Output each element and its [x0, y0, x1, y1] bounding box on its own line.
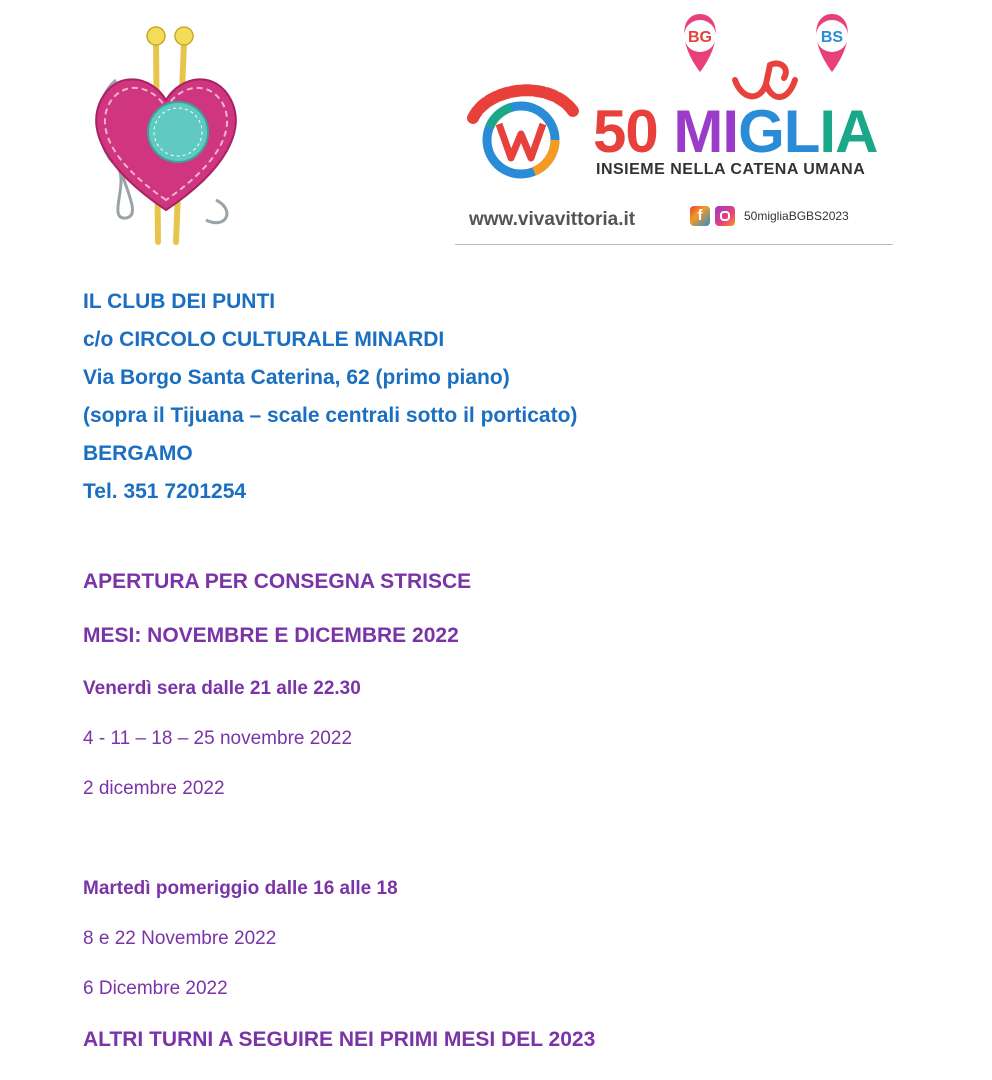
location-pins-icon	[680, 10, 895, 105]
tuesday-dates-december: 6 Dicembre 2022	[83, 978, 228, 999]
brand-header	[455, 10, 895, 250]
address-club-name: IL CLUB DEI PUNTI	[83, 290, 276, 313]
tuesday-dates: 8 e 22 Novembre 2022	[83, 928, 277, 949]
friday-dates-december: 2 dicembre 2022	[83, 778, 225, 799]
address-street: Via Borgo Santa Caterina, 62 (primo piano)	[83, 366, 510, 389]
instagram-icon[interactable]	[715, 206, 735, 226]
friday-dates: 4 - 11 – 18 – 25 novembre 2022	[83, 728, 353, 749]
fifty-miglia-tagline: INSIEME NELLA CATENA UMANA	[596, 161, 866, 178]
schedule-footer: ALTRI TURNI A SEGUIRE NEI PRIMI MESI DEL 2023	[83, 1028, 596, 1051]
social-links	[690, 206, 849, 226]
address-city: BERGAMO	[83, 442, 193, 465]
miglia-word: MIGLIA	[673, 98, 878, 165]
address-directions: (sopra il Tijuana – scale centrali sotto il porticato)	[83, 404, 578, 427]
tuesday-title: Martedì pomeriggio dalle 16 alle 18	[83, 878, 398, 899]
website-link[interactable]: www.vivavittoria.it	[469, 209, 636, 230]
address-care-of: c/o CIRCOLO CULTURALE MINARDI	[83, 328, 445, 351]
svg-text:BG: BG	[688, 29, 712, 46]
header-divider	[455, 244, 893, 245]
social-handle: 50migliaBGBS2023	[744, 209, 849, 223]
viva-vittoria-logo	[463, 78, 583, 198]
club-dei-punti-logo	[86, 20, 246, 250]
fifty-miglia-title	[593, 100, 877, 164]
schedule-months: MESI: NOVEMBRE E DICEMBRE 2022	[83, 624, 459, 647]
schedule-heading: APERTURA PER CONSEGNA STRISCE	[83, 570, 472, 593]
facebook-icon[interactable]: f	[690, 206, 710, 226]
fifty-number: 50	[593, 98, 658, 165]
address-phone: Tel. 351 7201254	[83, 480, 247, 503]
friday-title: Venerdì sera dalle 21 alle 22.30	[83, 678, 361, 699]
svg-text:BS: BS	[820, 29, 844, 46]
